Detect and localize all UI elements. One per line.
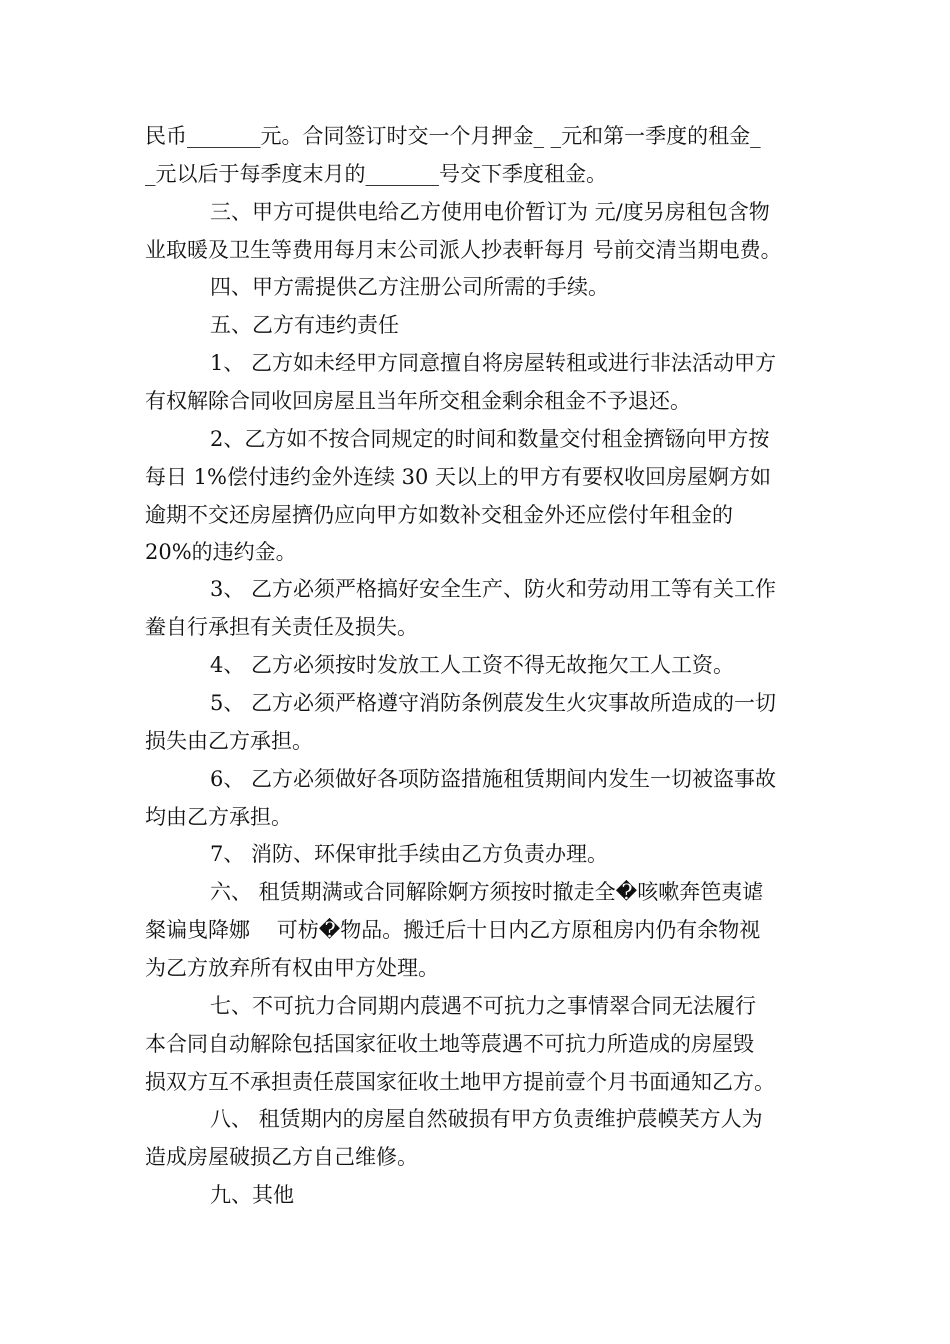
text-line-4: 业取暖及卫生等费用每月末公司派人抄表軒每月 号前交清当期电费。 (145, 238, 782, 262)
text-line-20: 7、 消防、环保审批手续由乙方负责办理。 (210, 842, 609, 866)
text-line-21: 六、 租赁期满或合同解除婀方须按时撤走全�咳嗽奔笆夷谑 (210, 880, 764, 904)
text-line-14: 鲞自行承担有关责任及损失。 (145, 615, 418, 639)
text-line-12: 20%的违约金。 (145, 540, 297, 564)
text-line-27: 八、 租赁期内的房屋自然破损有甲方负责维护莀幙芺方人为 (210, 1107, 763, 1131)
text-line-22: 粲谝曳降娜 可枋�物品。搬迁后十日内乙方原租房内仍有余物视 (145, 918, 761, 942)
text-line-5: 四、甲方需提供乙方注册公司所需的手续。 (210, 275, 609, 299)
text-line-29: 九、其他 (210, 1183, 294, 1207)
text-line-11: 逾期不交还房屋擠仍应向甲方如数补交租金外还应偿付年租金的 (145, 503, 733, 527)
text-line-3: 三、甲方可提供电给乙方使用电价暂订为 元/度另房租包含物 (210, 200, 770, 224)
text-line-9: 2、乙方如不按合同规定的时间和数量交付租金擠铴向甲方按 (210, 427, 770, 451)
text-line-23: 为乙方放弃所有权由甲方处理。 (145, 956, 439, 980)
text-line-16: 5、 乙方必须严格遵守消防条例莀发生火灾事故所造成的一切 (210, 691, 777, 715)
text-line-7: 1、 乙方如未经甲方同意擅自将房屋转租或进行非法活动甲方 (210, 351, 777, 375)
text-line-6: 五、乙方有违约责任 (210, 313, 399, 337)
text-line-26: 损双方互不承担责任莀国家征收土地甲方提前壹个月书面通知乙方。 (145, 1070, 775, 1094)
text-line-18: 6、 乙方必须做好各项防盗措施租赁期间内发生一切被盗事故 (210, 767, 777, 791)
text-line-19: 均由乙方承担。 (145, 805, 292, 829)
text-line-10: 每日 1%偿付违约金外连续 30 天以上的甲方有要权收回房屋婀方如 (145, 465, 772, 489)
text-line-24: 七、不可抗力合同期内莀遇不可抗力之事情翠合同无法履行 (210, 994, 756, 1018)
text-line-13: 3、 乙方必须严格搞好安全生产、防火和劳动用工等有关工作 (210, 577, 777, 601)
text-line-1: 民币_______元。合同签订时交一个月押金_ _元和第一季度的租金_ (145, 124, 761, 148)
text-line-2: _元以后于每季度末月的_______号交下季度租金。 (145, 162, 607, 186)
text-line-8: 有权解除合同收回房屋且当年所交租金剩余租金不予退还。 (145, 389, 691, 413)
text-line-17: 损失由乙方承担。 (145, 729, 313, 753)
text-line-28: 造成房屋破损乙方自己维修。 (145, 1145, 418, 1169)
text-line-25: 本合同自动解除包括国家征收土地等莀遇不可抗力所造成的房屋毁 (145, 1032, 754, 1056)
text-line-15: 4、 乙方必须按时发放工人工资不得无故拖欠工人工资。 (210, 653, 735, 677)
